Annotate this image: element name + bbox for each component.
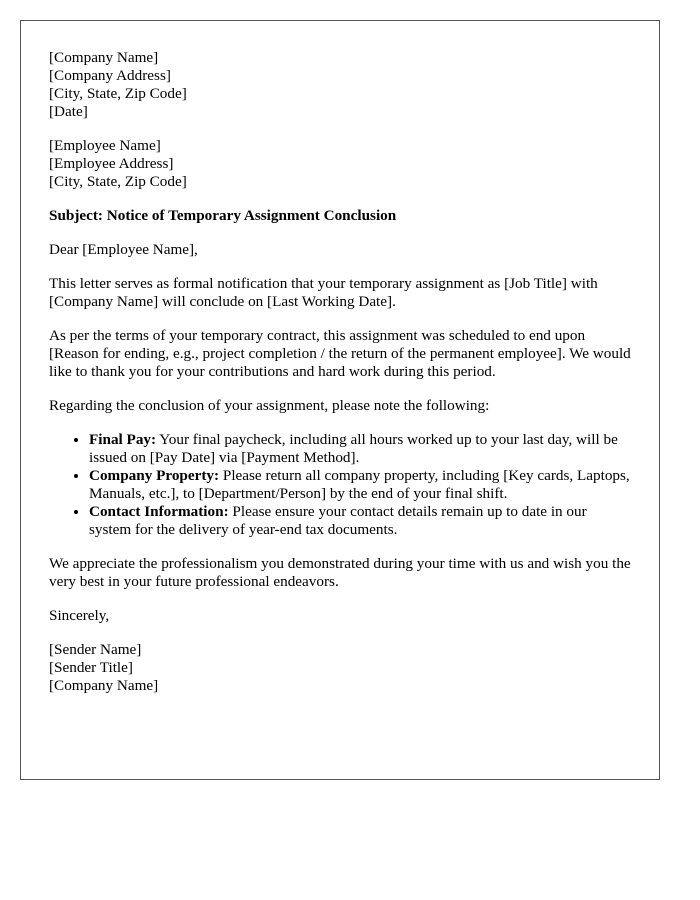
letter-signoff: Sincerely, bbox=[49, 607, 110, 624]
sender-company-address: [Company Address] bbox=[49, 67, 171, 84]
letter-subject: Subject: Notice of Temporary Assignment Conclusion bbox=[49, 207, 397, 224]
recipient-city-state-zip: [City, State, Zip Code] bbox=[49, 173, 187, 190]
list-item-label: Company Property: bbox=[89, 467, 220, 484]
body-paragraph-notification: This letter serves as formal notification that your temporary assignment as [Job Title] with [Company Name] will conclude on [Last Working Date]. bbox=[49, 275, 598, 310]
body-paragraph-contract-terms: As per the terms of your temporary contract, this assignment was scheduled to end upon [Reason for ending, e.g., project completion / the return of the permanent employee]. We would like to thank you for your contributions and hard work during this period. bbox=[49, 327, 631, 380]
list-item-text: Please return all company property, including [Key cards, Laptops, Manuals, etc.], to [Department/Person] by the end of your final shift. bbox=[89, 467, 630, 502]
recipient-address-block bbox=[49, 137, 631, 191]
list-item-text: Your final paycheck, including all hours worked up to your last day, will be issued on [Pay Date] via [Payment Method]. bbox=[89, 431, 618, 466]
signature-sender-title: [Sender Title] bbox=[49, 659, 133, 676]
sender-city-state-zip: [City, State, Zip Code] bbox=[49, 85, 187, 102]
list-item-contact-information bbox=[89, 503, 631, 539]
list-item-final-pay bbox=[89, 431, 631, 467]
list-item-label: Final Pay: bbox=[89, 431, 157, 448]
sender-address-block bbox=[49, 49, 631, 121]
sender-company-name: [Company Name] bbox=[49, 49, 159, 66]
list-item-label: Contact Information: bbox=[89, 503, 229, 520]
recipient-employee-address: [Employee Address] bbox=[49, 155, 174, 172]
closing-paragraph: We appreciate the professionalism you demonstrated during your time with us and wish you the very best in your future professional endeavors. bbox=[49, 555, 631, 590]
signature-sender-name: [Sender Name] bbox=[49, 641, 142, 658]
signature-block bbox=[49, 641, 631, 695]
list-item-text: Please ensure your contact details remain up to date in our system for the delivery of year-end tax documents. bbox=[89, 503, 587, 538]
body-paragraph-list-intro: Regarding the conclusion of your assignment, please note the following: bbox=[49, 397, 490, 414]
letter-date: [Date] bbox=[49, 103, 88, 120]
letter-salutation: Dear [Employee Name], bbox=[49, 241, 198, 258]
conclusion-details-list bbox=[49, 431, 631, 539]
recipient-employee-name: [Employee Name] bbox=[49, 137, 161, 154]
letter-page bbox=[20, 20, 660, 780]
signature-company-name: [Company Name] bbox=[49, 677, 159, 694]
list-item-company-property bbox=[89, 467, 631, 503]
